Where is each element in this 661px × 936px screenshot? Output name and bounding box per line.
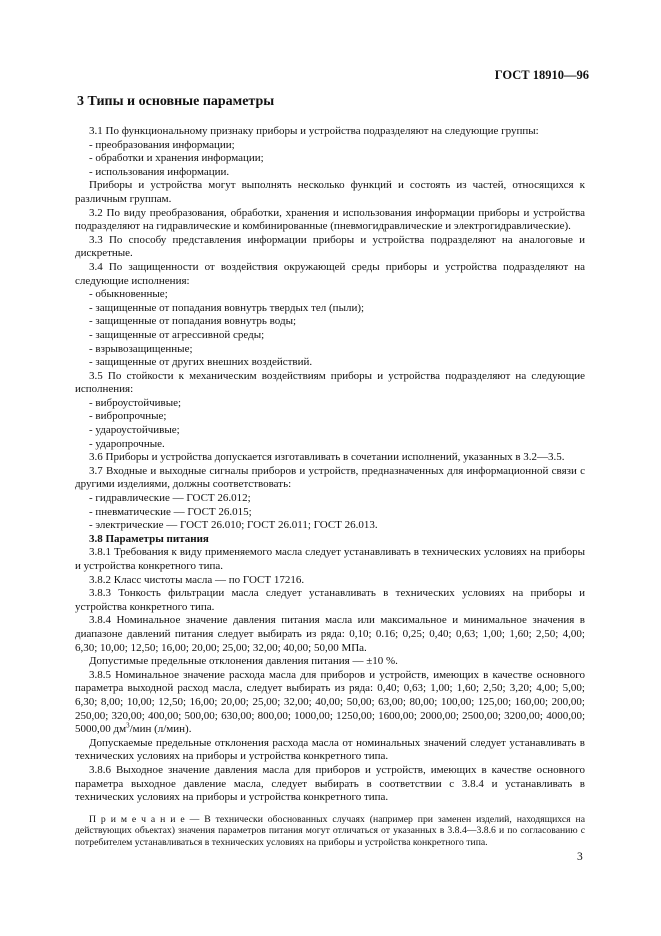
running-header: ГОСТ 18910—96 [494,68,589,82]
paragraph: 3.4 По защищенности от воздействия окружающей среды приборы и устройства подразделяют на следующие исполнения: [75,260,585,287]
paragraph: 3.8.4 Номинальное значение давления питания масла или максимальное и минимальное значения в диапазоне давлений питания следует выбирать из ряда: 0,10; 0.16; 0,25; 0,40; 0,63; 1,00; 1,60; 2,50; 4,00; 6,30; 10,00; 12,50; 16,00; 20,00; 25,00; 32,00; 40,00; 50,00 МПа. [75,614,585,654]
paragraph: 3.2 По виду преобразования, обработки, хранения и использования информации приборы и устройства подразделяют на гидравлические и комбинированные (пневмогидравлические и электрогидравлические). [75,206,585,233]
paragraph: - удароустойчивые; [89,424,180,437]
paragraph: - обыкновенные; [89,288,168,301]
paragraph: 3.8.6 Выходное значение давления масла для приборов и устройств, имеющих в качестве основного параметра выходное давление масла, следует выбирать в соответствии с 3.8.4 и устанавливать в технических условиях на приборы и устройства конкретного типа. [75,763,585,804]
paragraph: - обработки и хранения информации; [89,152,264,165]
paragraph: - защищенные от попадания вовнутрь воды; [89,315,297,328]
paragraph: 3.7 Входные и выходные сигналы приборов и устройств, предназначенных для информационной связи с другими изделиями, должны соответствовать: [75,464,585,491]
section-title: 3 Типы и основные параметры [77,94,275,109]
paragraph: Допускаемые предельные отклонения расхода масла от номинальных значений следует устанавливать в технических условиях на приборы и устройства конкретного типа. [75,736,585,763]
paragraph: Допустимые предельные отклонения давления питания — ±10 %. [89,655,398,668]
section-body [75,125,585,849]
paragraph: - пневматические — ГОСТ 26.015; [89,505,252,518]
paragraph: 3.3 По способу представления информации приборы и устройства подразделяют на аналоговые и дискретные. [75,233,585,260]
paragraph: 3.1 По функциональному признаку приборы и устройства подразделяют на следующие группы: [89,125,539,137]
paragraph: - виброустойчивые; [89,396,182,409]
paragraph: - ударопрочные. [89,437,165,450]
subsection-heading: 3.8 Параметры питания [89,532,209,545]
paragraph: - преобразования информации; [89,138,235,151]
paragraph: - гидравлические — ГОСТ 26.012; [89,492,251,505]
paragraph: 3.8.2 Класс чистоты масла — по ГОСТ 17216. [89,573,305,586]
paragraph: 3.6 Приборы и устройства допускается изготавливать в сочетании исполнений, указанных в 3.2—3.5. [89,451,565,464]
paragraph: - использования информации. [89,165,230,178]
page-number: 3 [577,851,583,863]
note: П р и м е ч а н и е — В технически обоснованных случаях (например при заменен изделий, находящихся на действующих объектах) значения параметров питания могут отличаться от указанных в 3.8.4—3.8.6 и по согласованию с потребителем устанавливаться в технических условиях на приборы и устройства конкретного типа. [75,813,585,849]
paragraph: - защищенные от попадания вовнутрь твердых тел (пыли); [89,301,365,314]
paragraph: 3.5 По стойкости к механическим воздействиям приборы и устройства подразделяют на следующие исполнения: [75,369,585,396]
paragraph: - вибропрочные; [89,410,167,423]
paragraph: Приборы и устройства могут выполнять несколько функций и состоять из частей, относящихся к различным группам. [75,179,585,205]
paragraph: - взрывозащищенные; [89,342,193,355]
paragraph: - защищенные от агрессивной среды; [89,328,265,341]
paragraph: - электрические — ГОСТ 26.010; ГОСТ 26.011; ГОСТ 26.013. [89,519,378,532]
paragraph: 3.8.5 Номинальное значение расхода масла для приборов и устройств, имеющих в качестве основного параметра выходной расход масла, следует выбирать из ряда: 0,40; 0,63; 1,00; 1,60; 2,50; 3,20; 4,00; 5,00; 6,30; 8,00; 10,00; 12,50; 16,00; 20,00; 25,00; 32,00; 40,00; 50,00; 63,00; 80,00; 100,00; 125,00; 160,00; 200,00; 250,00; 320,00; 400,00; 500,00; 630,00; 800,00; 1000,00; 1250,00; 1600,00; 2000,00; 2500,00; 3200,00; 4000,00; 5000,00 $дм^3$/мин (л/мин). [75,668,585,736]
paragraph: 3.8.1 Требования к виду применяемого масла следует устанавливать в технических условиях на приборы и устройства конкретного типа. [75,546,585,572]
paragraph: - защищенные от других внешних воздействий. [89,356,313,369]
paragraph: 3.8.3 Тонкость фильтрации масла следует устанавливать в технических условиях на приборы и устройства конкретного типа. [75,587,585,613]
